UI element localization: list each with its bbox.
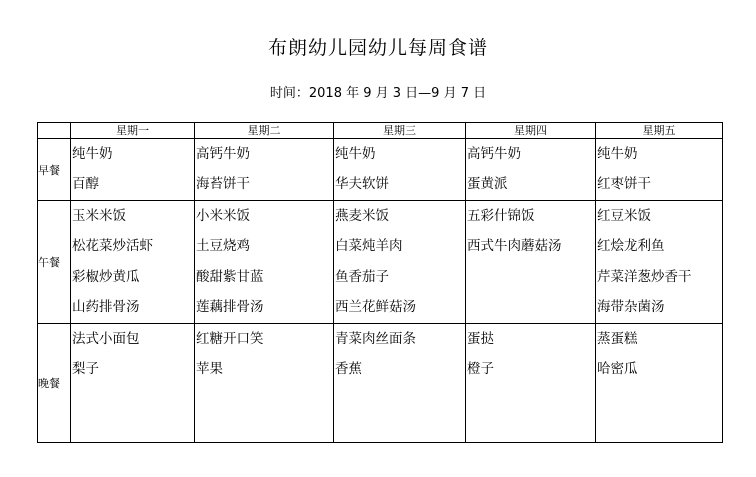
dish: 纯牛奶 xyxy=(335,146,376,162)
menu-cell xyxy=(71,139,195,201)
day-header: 星期四 xyxy=(466,123,596,139)
dinner-row xyxy=(38,323,723,442)
menu-cell xyxy=(195,323,334,442)
dish: 青菜肉丝面条 xyxy=(335,330,416,347)
dish: 彩椒炒黄瓜 xyxy=(72,268,140,285)
dish: 海带杂菌汤 xyxy=(597,299,665,315)
dish: 香蕉 xyxy=(335,360,362,377)
menu-cell xyxy=(466,139,596,201)
menu-cell xyxy=(71,201,195,324)
dish: 纯牛奶 xyxy=(72,146,113,162)
dish: 酸甜紫甘蓝 xyxy=(196,268,264,285)
dish: 燕麦米饭 xyxy=(335,208,389,224)
menu-cell xyxy=(334,201,466,324)
dish: 纯牛奶 xyxy=(597,146,638,162)
menu-cell xyxy=(195,139,334,201)
menu-cell xyxy=(334,323,466,442)
dish: 红烩龙利鱼 xyxy=(597,238,665,254)
dish: 高钙牛奶 xyxy=(196,146,250,162)
dish: 橙子 xyxy=(467,360,494,377)
dish: 芹菜洋葱炒香干 xyxy=(597,268,692,285)
dish: 山药排骨汤 xyxy=(72,299,140,315)
dish: 玉米米饭 xyxy=(72,208,126,224)
dish: 白菜炖羊肉 xyxy=(335,238,403,254)
menu-cell xyxy=(596,139,723,201)
menu-cell xyxy=(71,323,195,442)
meal-label: 早餐 xyxy=(38,139,71,201)
day-header: 星期三 xyxy=(334,123,466,139)
menu-cell xyxy=(466,201,596,324)
date-range: 时间：2018 年 9 月 3 日—9 月 7 日 xyxy=(269,86,487,101)
dish: 蛋黄派 xyxy=(467,176,508,192)
day-header: 星期五 xyxy=(596,123,723,139)
lunch-row xyxy=(38,201,723,324)
dish: 红豆米饭 xyxy=(597,208,651,224)
header-row xyxy=(38,123,723,139)
dish: 五彩什锦饭 xyxy=(467,208,535,224)
corner-cell xyxy=(38,123,71,139)
page-title: 布朗幼儿园幼儿每周食谱 xyxy=(267,37,488,59)
menu-cell xyxy=(596,201,723,324)
breakfast-row xyxy=(38,139,723,201)
day-header: 星期二 xyxy=(195,123,334,139)
dish: 哈密瓜 xyxy=(597,360,638,377)
dish: 西兰花鲜菇汤 xyxy=(335,299,416,315)
meal-label: 午餐 xyxy=(38,201,71,324)
dish: 海苔饼干 xyxy=(196,176,250,192)
dish: 松花菜炒活虾 xyxy=(72,238,153,254)
day-header: 星期一 xyxy=(71,123,195,139)
menu-cell xyxy=(596,323,723,442)
dish: 法式小面包 xyxy=(72,330,140,347)
weekly-menu-table xyxy=(37,122,723,443)
dish: 百醇 xyxy=(72,176,99,192)
dish: 苹果 xyxy=(196,360,223,377)
dish: 红糖开口笑 xyxy=(196,330,264,347)
dish: 高钙牛奶 xyxy=(467,146,521,162)
dish: 蒸蛋糕 xyxy=(597,330,638,347)
menu-cell xyxy=(466,323,596,442)
dish: 鱼香茄子 xyxy=(335,268,389,285)
dish: 莲藕排骨汤 xyxy=(196,299,264,315)
meal-label: 晚餐 xyxy=(38,323,71,442)
menu-cell xyxy=(334,139,466,201)
dish: 梨子 xyxy=(72,360,99,377)
dish: 华夫软饼 xyxy=(335,176,389,192)
dish: 西式牛肉蘑菇汤 xyxy=(467,238,562,254)
dish: 土豆烧鸡 xyxy=(196,238,250,254)
menu-cell xyxy=(195,201,334,324)
dish: 小米米饭 xyxy=(196,208,250,224)
dish: 蛋挞 xyxy=(467,330,494,347)
dish: 红枣饼干 xyxy=(597,176,651,192)
